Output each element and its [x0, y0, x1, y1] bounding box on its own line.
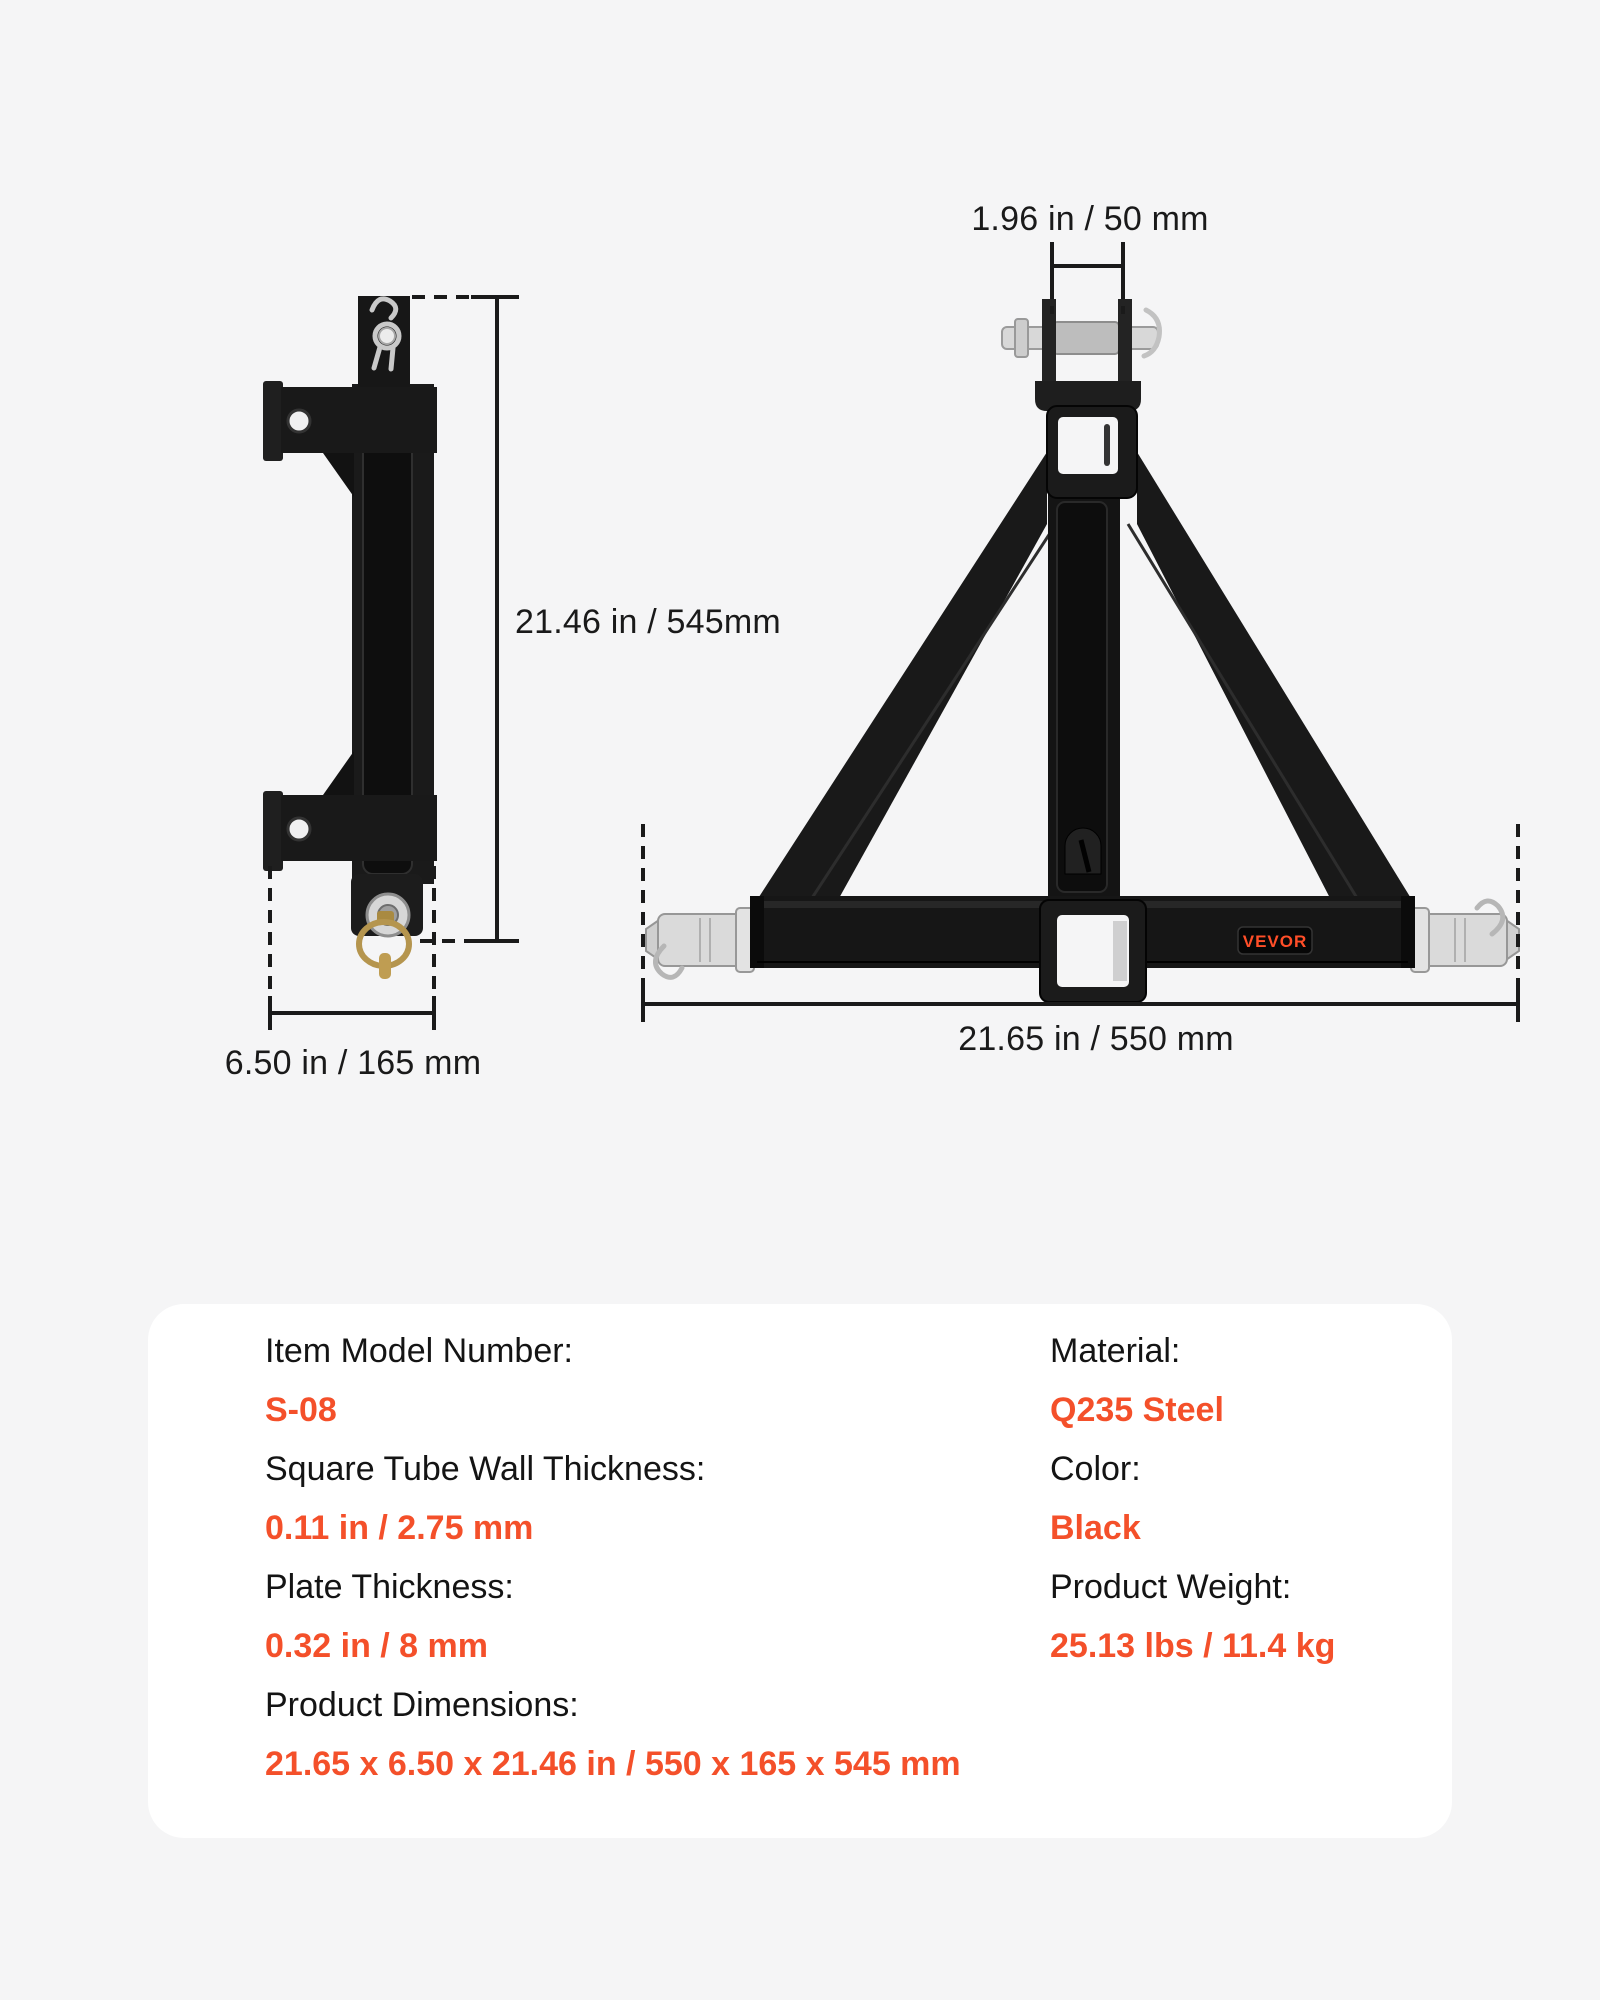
spec-value-color: Black [1050, 1509, 1141, 1547]
spec-label-plate: Plate Thickness: [265, 1568, 514, 1606]
lower-gusset [323, 751, 354, 795]
spec-value-material: Q235 Steel [1050, 1391, 1224, 1429]
spec-value-model: S-08 [265, 1391, 337, 1429]
receiver-tube [1040, 900, 1146, 1002]
spec-label-color: Color: [1050, 1450, 1141, 1488]
brand-badge-text: VEVOR [1242, 932, 1308, 951]
spec-card [148, 1304, 1452, 1838]
spec-label-tube-wall: Square Tube Wall Thickness: [265, 1450, 706, 1488]
left-leg [757, 452, 1047, 900]
right-leg-highlight [1128, 524, 1357, 898]
front-view-figure [646, 299, 1519, 1002]
clevis-pin [1002, 310, 1159, 357]
apex-inner-slot [1104, 424, 1110, 466]
spec-label-material: Material: [1050, 1332, 1181, 1370]
spec-value-tube-wall: 0.11 in / 2.75 mm [265, 1509, 534, 1547]
hitch-pin-left [646, 908, 754, 977]
right-leg [1137, 452, 1412, 900]
spec-value-plate: 0.32 in / 8 mm [265, 1627, 488, 1665]
dim-label-depth: 6.50 in / 165 mm [224, 1044, 482, 1082]
hitch-pin-right [1411, 901, 1519, 972]
spec-label-model: Item Model Number: [265, 1332, 573, 1370]
spec-label-dimensions: Product Dimensions: [265, 1686, 579, 1724]
spec-value-weight: 25.13 lbs / 11.4 kg [1050, 1627, 1336, 1665]
spec-value-dimensions: 21.65 x 6.50 x 21.46 in / 550 x 165 x 545 mm [265, 1745, 961, 1783]
bracket-hole [288, 818, 310, 840]
bracket-hole [288, 410, 310, 432]
r-clip-pin-head [379, 328, 395, 344]
dim-label-clevis-width: 1.96 in / 50 mm [971, 200, 1209, 238]
brand-badge [1238, 927, 1312, 954]
spec-label-weight: Product Weight: [1050, 1568, 1292, 1606]
dim-label-height: 21.46 in / 545mm [515, 603, 781, 641]
receiver-inner-shade [1113, 921, 1127, 981]
side-view-figure [263, 296, 437, 979]
dim-label-width: 21.65 in / 550 mm [958, 1020, 1234, 1058]
left-leg-highlight [812, 524, 1056, 898]
upper-gusset [323, 453, 354, 497]
clevis-dimension [1052, 242, 1123, 314]
